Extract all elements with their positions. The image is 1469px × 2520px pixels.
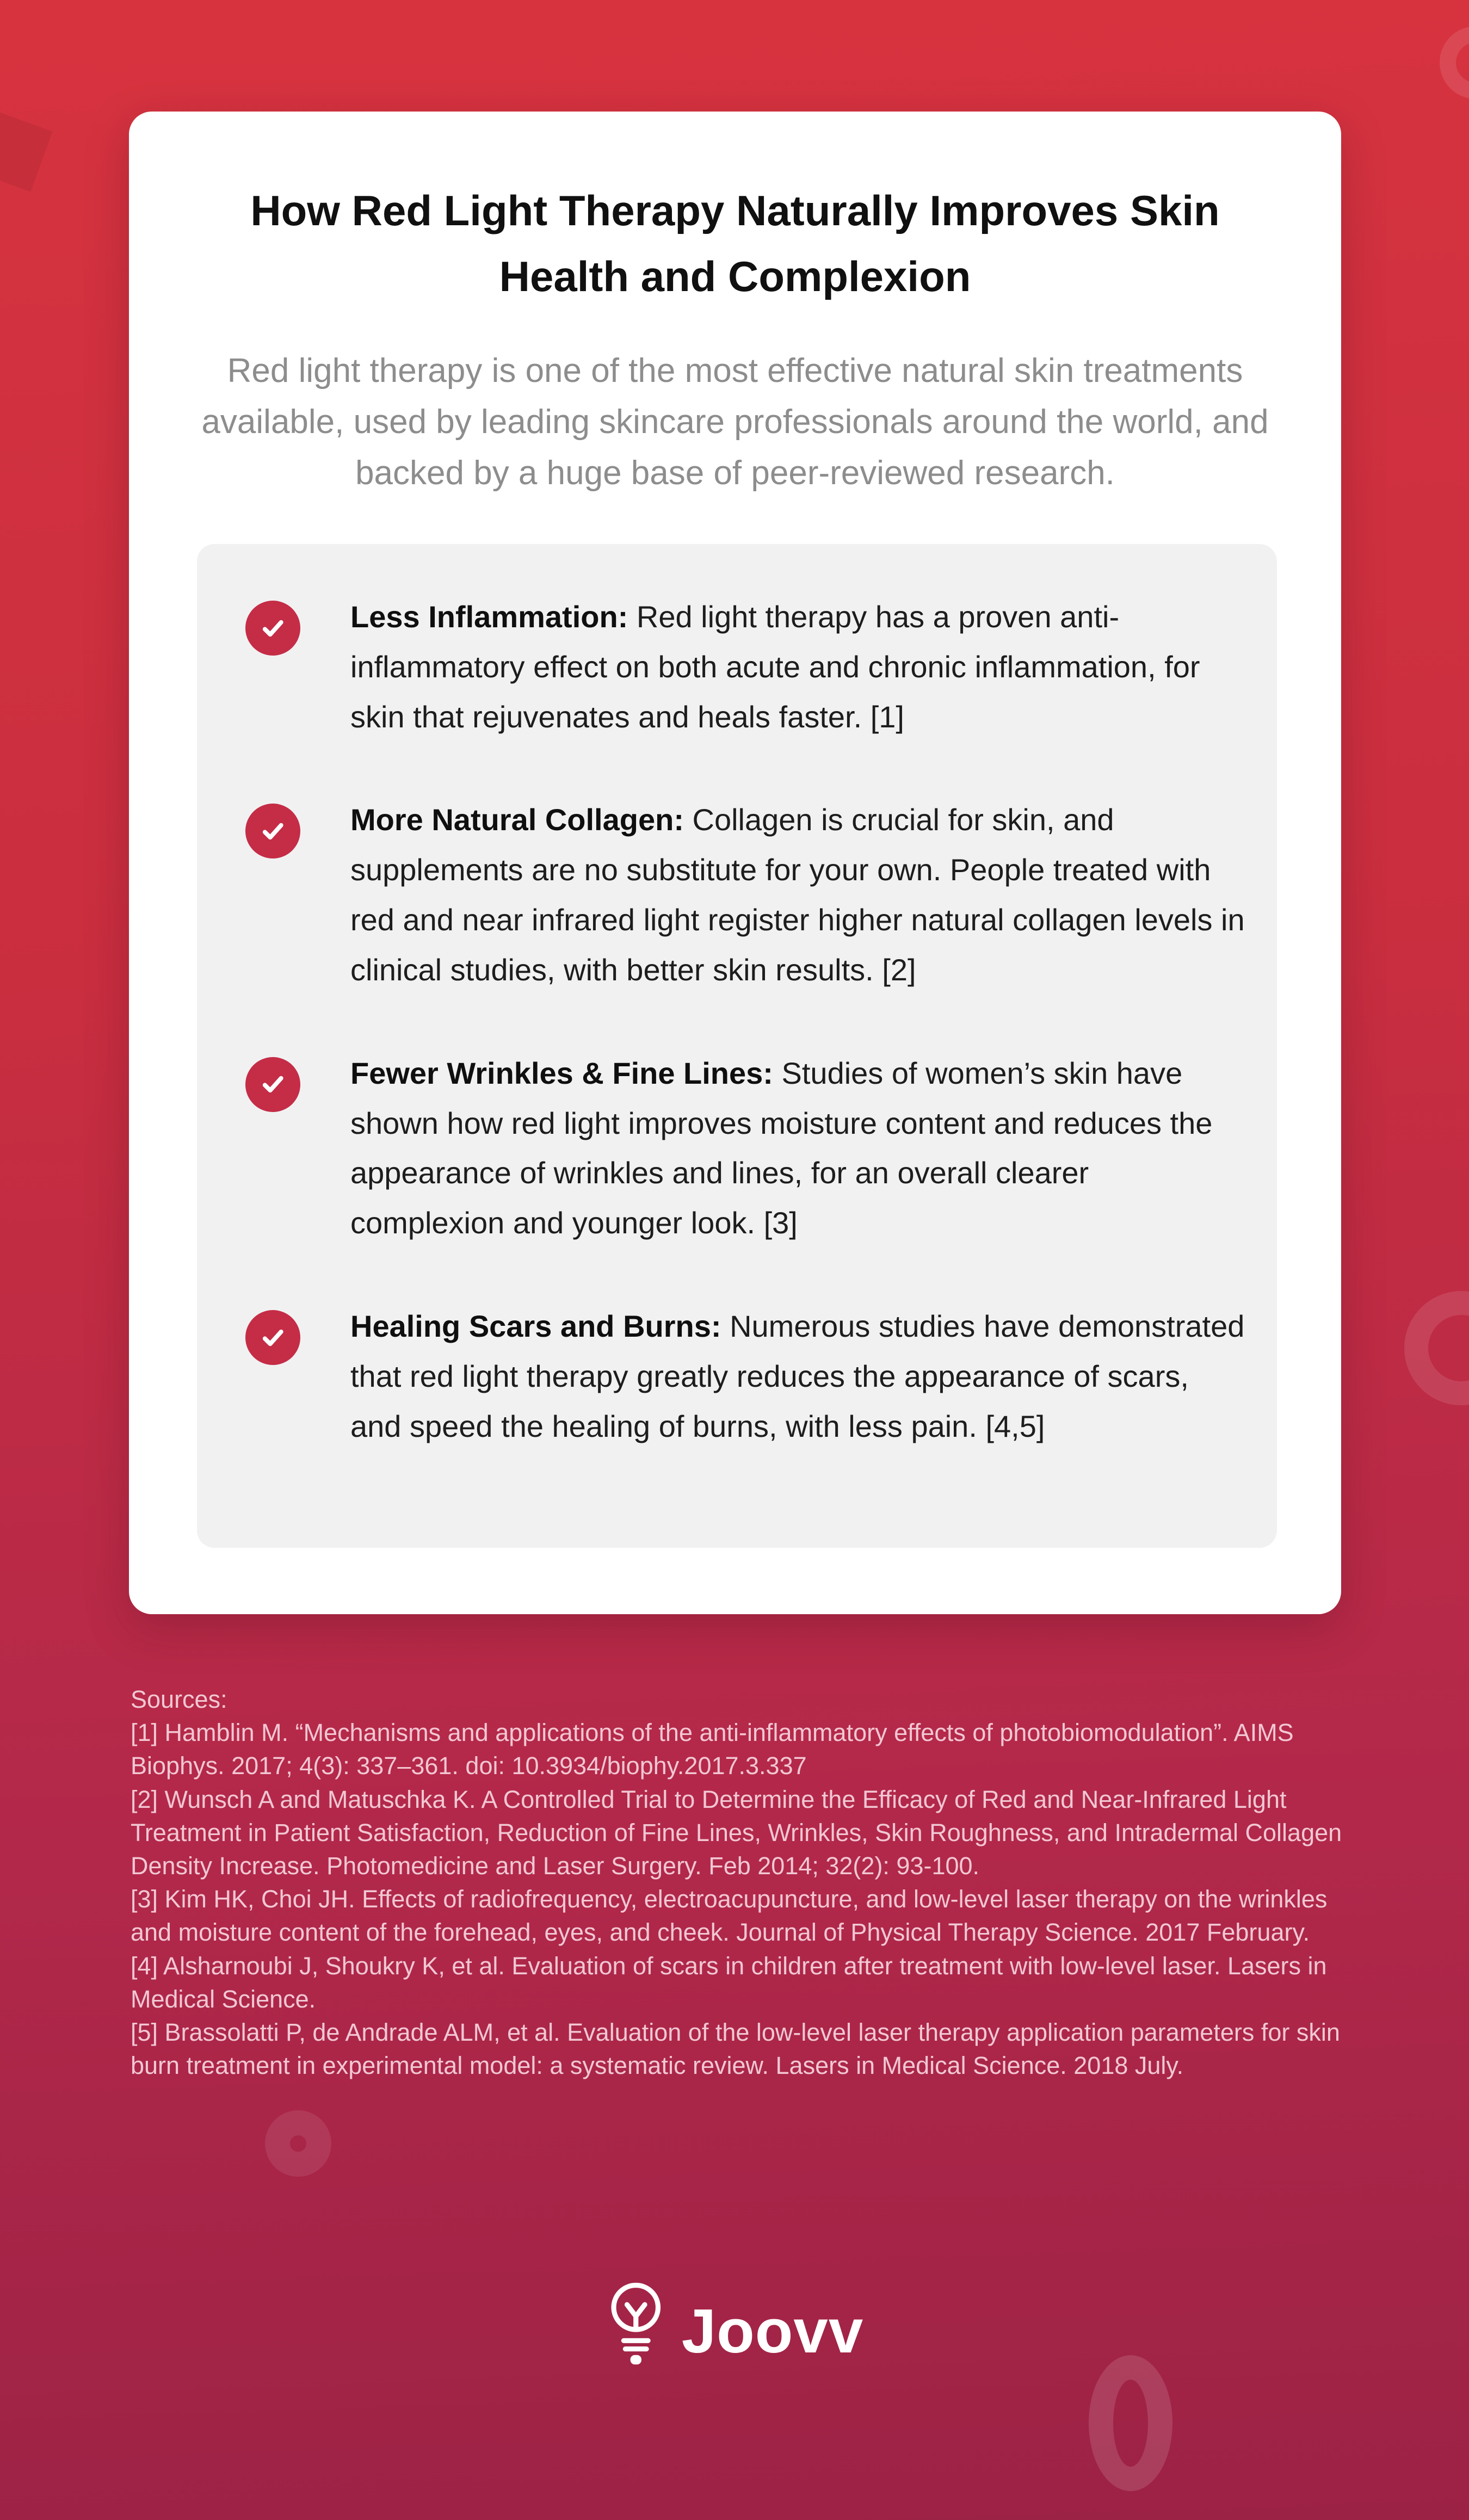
benefits-panel — [197, 544, 1277, 1548]
benefit-text: Red light therapy has a proven anti-inflammatory effect on both acute and chronic inflammation, for skin that rejuvenates and heals faster. [1] — [350, 600, 1200, 734]
decor-ring-bottom-left — [265, 2110, 331, 2177]
benefit-text-block — [350, 795, 1246, 995]
checkmark-icon — [245, 804, 300, 858]
benefit-text-block — [350, 1301, 1246, 1451]
source-item: [1] Hamblin M. “Mechanisms and applications of the anti-inflammatory effects of photobiomodulation”. AIMS Biophys. 2017; 4(3): 337–361. doi: 10.3934/biophy.2017.3.337 — [131, 1719, 1294, 1780]
source-item: [3] Kim HK, Choi JH. Effects of radiofrequency, electroacupuncture, and low-level laser therapy on the wrinkles and moisture content of the forehead, eyes, and cheek. Journal of Physical Therapy Science. 2017 February. — [131, 1885, 1328, 1947]
page-title: How Red Light Therapy Naturally Improves Skin Health and Complexion — [250, 187, 1220, 300]
decor-ring-mid-right — [1404, 1291, 1469, 1405]
sources-heading: Sources: — [131, 1685, 227, 1713]
benefit-item — [245, 592, 1246, 742]
checkmark-icon — [245, 1057, 300, 1112]
benefit-text: Numerous studies have demonstrated that red light therapy greatly reduces the appearance of scars, and speed the healing of burns, with less pain. [4,5] — [350, 1309, 1245, 1443]
benefit-label: More Natural Collagen: — [350, 802, 684, 837]
benefit-item — [245, 795, 1246, 995]
page-subtitle: Red light therapy is one of the most effective natural skin treatments available, used by leading skincare professionals around the world, and backed by a huge base of peer-reviewed research. — [201, 351, 1269, 492]
lightbulb-icon — [606, 2278, 666, 2384]
decor-rotated-square — [0, 109, 53, 192]
source-item: [5] Brassolatti P, de Andrade ALM, et al. Evaluation of the low-level laser therapy application parameters for skin burn treatment in experimental model: a systematic review. Lasers in Medical Science. 2018 July. — [131, 2018, 1340, 2080]
benefit-text: Collagen is crucial for skin, and supplements are no substitute for your own. People treated with red and near infrared light register higher natural collagen levels in clinical studies, with better skin results. [2] — [350, 802, 1245, 987]
benefit-text-block — [350, 592, 1246, 742]
benefit-item — [245, 1301, 1246, 1451]
decor-ring-top-right — [1440, 26, 1469, 99]
sources-section — [131, 1683, 1349, 2082]
benefit-label: Less Inflammation: — [350, 600, 628, 634]
joovv-logo — [606, 2278, 863, 2384]
benefit-text-block — [350, 1048, 1246, 1248]
benefit-label: Fewer Wrinkles & Fine Lines: — [350, 1055, 773, 1090]
benefit-text: Studies of women’s skin have shown how red light improves moisture content and reduces the appearance of wrinkles and lines, for an overall clearer complexion and younger look. [3] — [350, 1055, 1213, 1240]
brand-name: Joovv — [681, 2296, 864, 2366]
source-item: [4] Alsharnoubi J, Shoukry K, et al. Evaluation of scars in children after treatment with low-level laser. Lasers in Medical Science. — [131, 1951, 1327, 2013]
decor-ring-bottom-right — [1089, 2355, 1172, 2491]
benefit-label: Healing Scars and Burns: — [350, 1309, 721, 1344]
benefit-item — [245, 1048, 1246, 1248]
content-card — [129, 112, 1341, 1614]
source-item: [2] Wunsch A and Matuschka K. A Controlled Trial to Determine the Efficacy of Red and Near-Infrared Light Treatment in Patient Satisfaction, Reduction of Fine Lines, Wrinkles, Skin Roughness, and Intradermal Collagen Density Increase. Photomedicine and Laser Surgery. Feb 2014; 32(2): 93-100. — [131, 1785, 1342, 1880]
checkmark-icon — [245, 601, 300, 656]
checkmark-icon — [245, 1310, 300, 1365]
